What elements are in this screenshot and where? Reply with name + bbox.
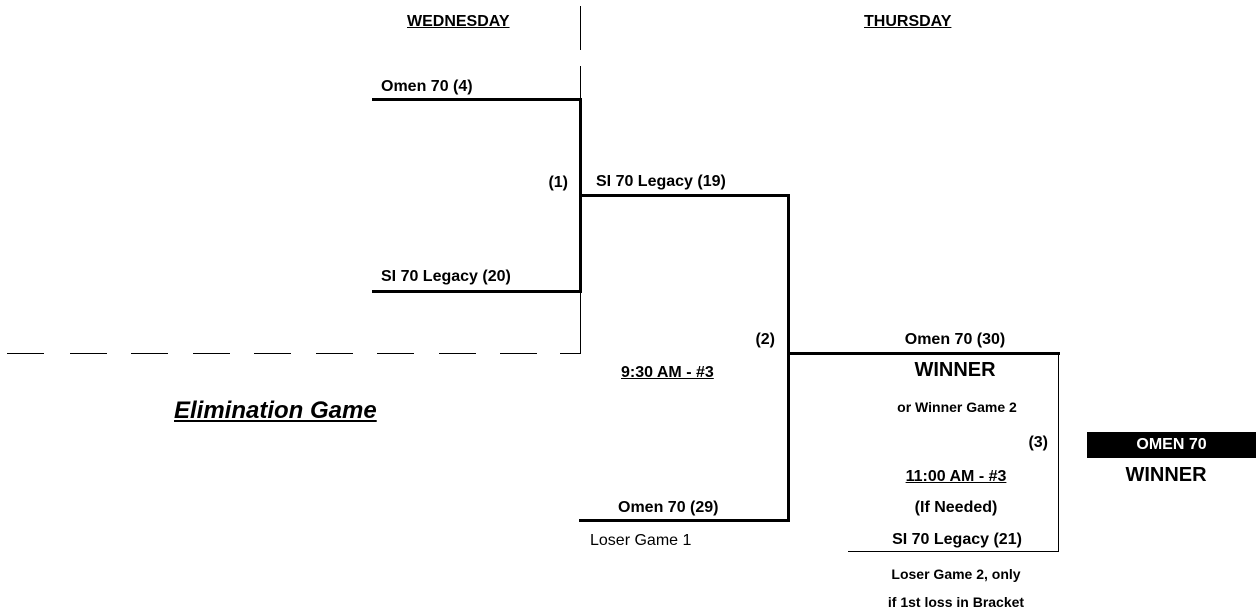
- column-divider-top: [580, 6, 581, 50]
- game3-team-bottom: SI 70 Legacy (21): [892, 531, 1022, 548]
- game2-team-bottom: Omen 70 (29): [618, 499, 719, 516]
- game3-time: 11:00 AM - #3: [905, 468, 1007, 485]
- game2-winner-note: or Winner Game 2: [897, 399, 1017, 415]
- game1-winner: SI 70 Legacy (19): [596, 173, 726, 190]
- game3-note-line1: Loser Game 2, only: [891, 566, 1021, 582]
- game2-winner: Omen 70 (30): [904, 331, 1006, 348]
- header-thursday: THURSDAY: [864, 13, 952, 30]
- game1-team-bottom: SI 70 Legacy (20): [381, 268, 511, 285]
- game2-winner-line: [787, 352, 1060, 355]
- elimination-game-label: Elimination Game: [174, 397, 377, 424]
- game2-connector: [787, 194, 790, 522]
- game1-team-top: Omen 70 (4): [381, 78, 473, 95]
- game1-bottom-line: [372, 290, 582, 293]
- game2-team-bottom-note: Loser Game 1: [590, 532, 692, 549]
- game1-top-line: [372, 98, 582, 101]
- game1-winner-line: [579, 194, 790, 197]
- game3-bottom-line: [848, 551, 1059, 552]
- game3-note-line2: if 1st loss in Bracket: [887, 594, 1025, 610]
- game3-if-needed: (If Needed): [914, 499, 998, 516]
- game2-bottom-line: [579, 519, 790, 522]
- champion-label: WINNER: [1125, 464, 1207, 486]
- game2-number: (2): [755, 331, 775, 348]
- champion-box: [1087, 432, 1256, 458]
- game3-connector: [1058, 352, 1059, 552]
- champion-name: OMEN 70: [1136, 436, 1207, 453]
- header-wednesday: WEDNESDAY: [407, 13, 510, 30]
- game2-time: 9:30 AM - #3: [621, 364, 714, 381]
- game3-number: (3): [1028, 434, 1048, 451]
- game2-winner-label: WINNER: [914, 359, 996, 381]
- game1-number: (1): [548, 174, 568, 191]
